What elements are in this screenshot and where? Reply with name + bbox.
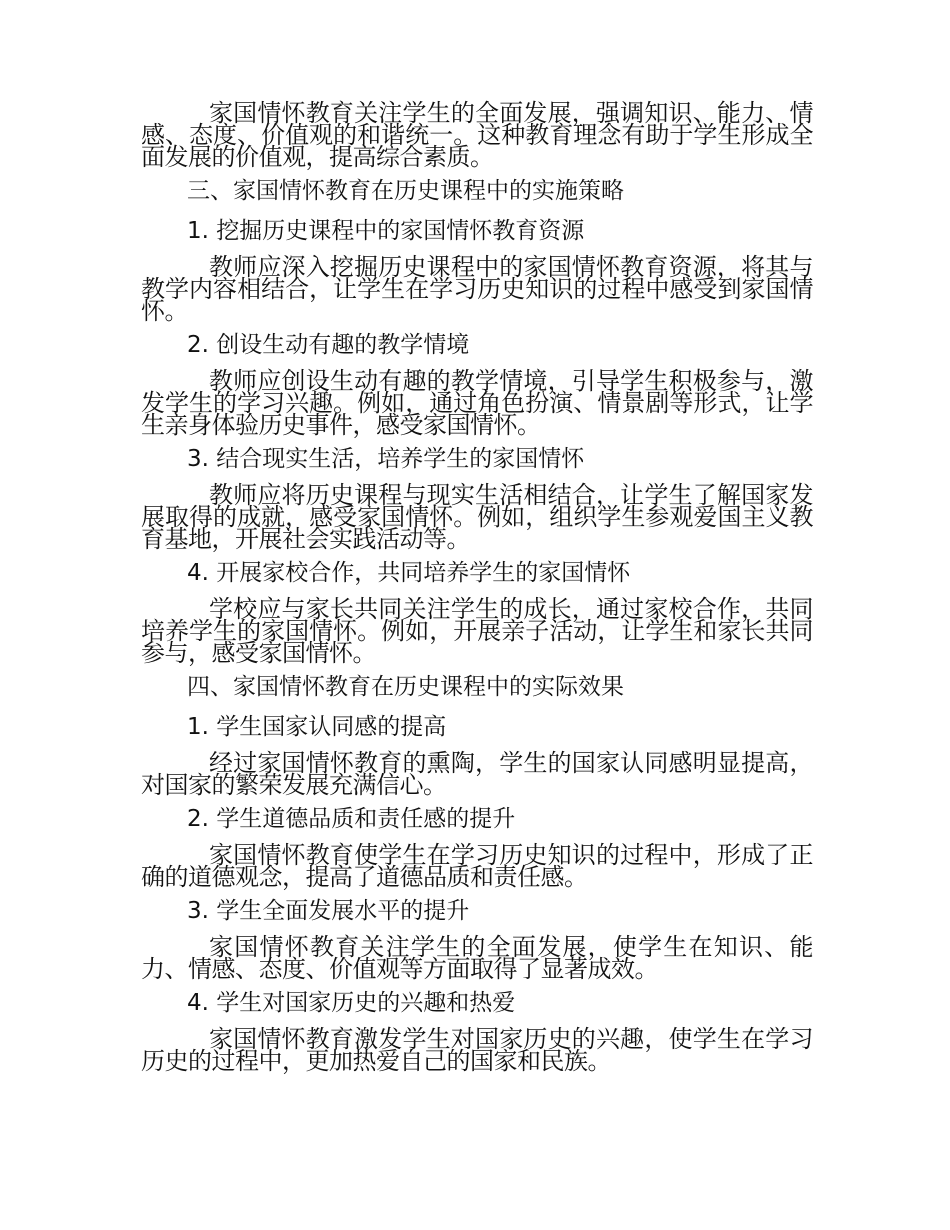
section-heading: 四、家国情怀教育在历史课程中的实际效果 xyxy=(187,674,624,700)
paragraph: 经过家国情怀教育的熏陶，学生的国家认同感明显提高，对国家的繁荣发展充满信心。 xyxy=(141,749,813,799)
subsection-heading: 4. 学生对国家历史的兴趣和热爱 xyxy=(187,990,516,1016)
paragraph: 家国情怀教育关注学生的全面发展，强调知识、能力、情感、态度、价值观的和谐统一。这种教育理念有助于学生形成全面发展的价值观，提高综合素质。 xyxy=(141,99,813,171)
paragraph: 教师应将历史课程与现实生活相结合，让学生了解国家发展取得的成就，感受家国情怀。例如，组织学生参观爱国主义教育基地，开展社会实践活动等。 xyxy=(141,481,813,553)
document-page xyxy=(141,99,813,1080)
subsection-heading: 1. 学生国家认同感的提高 xyxy=(187,714,447,740)
subsection-heading: 2. 创设生动有趣的教学情境 xyxy=(187,332,470,358)
paragraph: 学校应与家长共同关注学生的成长，通过家校合作，共同培养学生的家国情怀。例如，开展亲子活动，让学生和家长共同参与，感受家国情怀。 xyxy=(141,595,813,667)
paragraph: 家国情怀教育激发学生对国家历史的兴趣，使学生在学习历史的过程中，更加热爱自己的国家和民族。 xyxy=(141,1025,813,1075)
subsection-heading: 3. 结合现实生活，培养学生的家国情怀 xyxy=(187,446,585,472)
subsection-heading: 4. 开展家校合作，共同培养学生的家国情怀 xyxy=(187,560,631,586)
paragraph: 教师应创设生动有趣的教学情境，引导学生积极参与，激发学生的学习兴趣。例如，通过角色扮演、情景剧等形式，让学生亲身体验历史事件，感受家国情怀。 xyxy=(141,367,813,439)
subsection-heading: 1. 挖掘历史课程中的家国情怀教育资源 xyxy=(187,218,585,244)
paragraph: 家国情怀教育使学生在学习历史知识的过程中，形成了正确的道德观念，提高了道德品质和责任感。 xyxy=(141,841,813,891)
subsection-heading: 3. 学生全面发展水平的提升 xyxy=(187,898,470,924)
subsection-heading: 2. 学生道德品质和责任感的提升 xyxy=(187,806,516,832)
paragraph: 教师应深入挖掘历史课程中的家国情怀教育资源，将其与教学内容相结合，让学生在学习历史知识的过程中感受到家国情怀。 xyxy=(141,253,813,325)
paragraph: 家国情怀教育关注学生的全面发展，使学生在知识、能力、情感、态度、价值观等方面取得了显著成效。 xyxy=(141,933,813,983)
section-heading: 三、家国情怀教育在历史课程中的实施策略 xyxy=(187,178,624,204)
